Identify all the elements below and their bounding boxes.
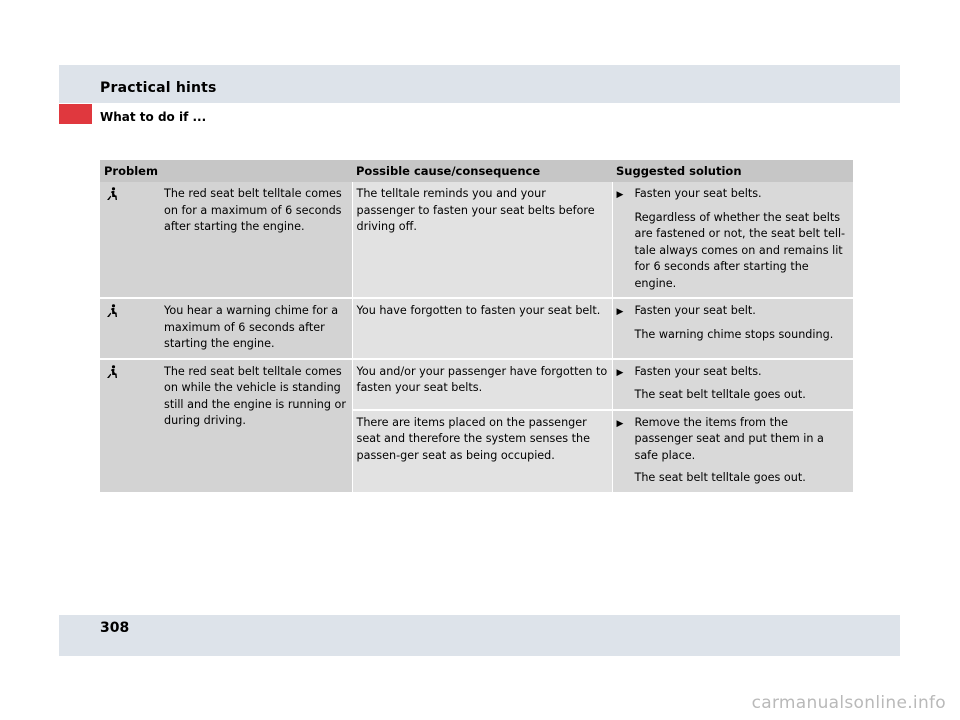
problem-text: The red seat belt telltale comes on while the vehicle is standing still and the engine is running or during driving. <box>164 364 346 427</box>
solution-cell <box>612 359 853 410</box>
problem-cell <box>100 298 352 359</box>
column-header-cause: Possible cause/consequence <box>352 160 612 182</box>
problem-cell <box>100 359 352 493</box>
bullet-arrow-icon: ▶ <box>616 190 624 200</box>
seatbelt-icon <box>106 304 118 318</box>
solution-step: Fasten your seat belts. <box>634 364 762 378</box>
problem-text: You hear a warning chime for a maximum of 6 seconds after starting the engine. <box>164 304 339 350</box>
solution-cell <box>612 182 853 298</box>
problem-cell <box>100 182 352 298</box>
bullet-arrow-icon: ▶ <box>616 367 624 378</box>
cause-cell: You have forgotten to fasten your seat belt. <box>352 298 612 359</box>
watermark: carmanualsonline.info <box>751 693 946 713</box>
subsection-title: What to do if ... <box>100 110 207 124</box>
solution-cell <box>612 298 853 359</box>
page-number: 308 <box>100 620 130 636</box>
solution-step: Remove the items from the passenger seat and put them in a safe place. <box>634 415 824 462</box>
cause-cell: You and/or your passenger have forgotten to fasten your seat belts. <box>352 359 612 410</box>
hints-table <box>100 160 853 494</box>
problem-text: The red seat belt telltale comes on for a maximum of 6 seconds after starting the engine. <box>164 187 342 233</box>
bullet-arrow-icon: ▶ <box>616 418 624 429</box>
seatbelt-icon <box>106 187 118 201</box>
cause-cell: The telltale reminds you and your passenger to fasten your seat belts before driving off. <box>352 182 612 298</box>
table-row <box>100 359 853 410</box>
column-header-problem: Problem <box>100 160 352 182</box>
solution-note: The seat belt telltale goes out. <box>634 471 806 484</box>
solution-note: Regardless of whether the seat belts are fastened or not, the seat belt tell-tale always comes on and remains lit for 6 seconds after starting the engine. <box>634 210 846 290</box>
table-header-row <box>100 160 853 182</box>
table-row <box>100 182 853 298</box>
seatbelt-icon <box>106 365 118 379</box>
section-marker <box>59 104 92 124</box>
solution-cell <box>612 410 853 493</box>
bullet-arrow-icon: ▶ <box>616 307 624 317</box>
solution-note: The seat belt telltale goes out. <box>634 388 806 401</box>
column-header-solution: Suggested solution <box>612 160 853 182</box>
footer-band <box>59 615 900 656</box>
table-row <box>100 298 853 359</box>
solution-note: The warning chime stops sounding. <box>634 327 834 341</box>
cause-cell: There are items placed on the passenger seat and therefore the system senses the passen-ger seat as being occupied. <box>352 410 612 493</box>
section-title: Practical hints <box>100 80 217 96</box>
solution-step: Fasten your seat belt. <box>634 304 756 317</box>
solution-step: Fasten your seat belts. <box>634 187 762 200</box>
